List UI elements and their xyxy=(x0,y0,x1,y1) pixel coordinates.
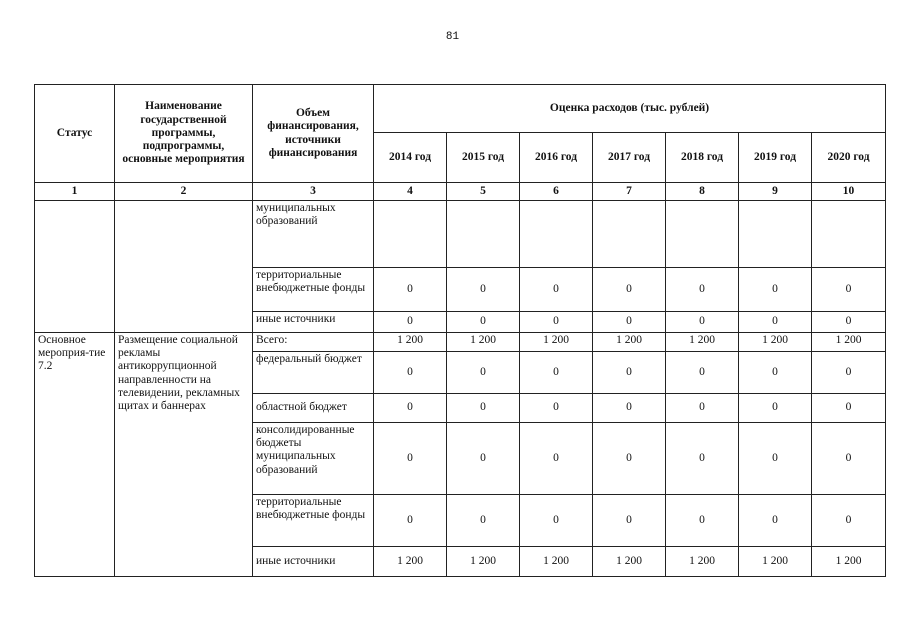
value-cell: 0 xyxy=(739,495,812,547)
value-cell: 0 xyxy=(447,495,520,547)
header-year: 2018 год xyxy=(666,133,739,183)
value-cell xyxy=(812,201,886,268)
value-cell: 1 200 xyxy=(447,333,520,352)
column-number: 3 xyxy=(253,183,374,201)
column-number-row xyxy=(35,183,886,201)
header-name: Наименование государственной программы, подпрограммы, основные мероприятия xyxy=(115,85,253,183)
source-cell: областной бюджет xyxy=(253,394,374,423)
header-year: 2015 год xyxy=(447,133,520,183)
source-cell: муниципальных образований xyxy=(253,201,374,268)
table-row xyxy=(35,201,886,268)
value-cell: 0 xyxy=(447,268,520,312)
value-cell: 0 xyxy=(520,423,593,495)
value-cell: 0 xyxy=(812,423,886,495)
value-cell xyxy=(739,201,812,268)
column-number: 9 xyxy=(739,183,812,201)
value-cell: 0 xyxy=(447,423,520,495)
activity-status-cell: Основное мероприя-тие 7.2 xyxy=(35,333,115,577)
value-cell: 1 200 xyxy=(593,547,666,577)
value-cell: 0 xyxy=(593,394,666,423)
column-number: 10 xyxy=(812,183,886,201)
column-number: 6 xyxy=(520,183,593,201)
value-cell: 0 xyxy=(520,312,593,333)
name-cell-empty xyxy=(115,201,253,333)
value-cell: 1 200 xyxy=(374,547,447,577)
column-number: 1 xyxy=(35,183,115,201)
value-cell xyxy=(666,201,739,268)
column-number: 7 xyxy=(593,183,666,201)
value-cell: 0 xyxy=(812,312,886,333)
value-cell: 0 xyxy=(593,312,666,333)
value-cell: 0 xyxy=(739,268,812,312)
value-cell: 0 xyxy=(447,394,520,423)
value-cell: 0 xyxy=(374,268,447,312)
value-cell: 0 xyxy=(666,394,739,423)
header-year: 2020 год xyxy=(812,133,886,183)
value-cell: 1 200 xyxy=(812,333,886,352)
value-cell: 0 xyxy=(374,312,447,333)
source-cell: иные источники xyxy=(253,312,374,333)
value-cell: 0 xyxy=(593,423,666,495)
value-cell: 0 xyxy=(374,352,447,394)
header-volume: Объем финансирования, источники финансирования xyxy=(253,85,374,183)
value-cell xyxy=(374,201,447,268)
value-cell: 0 xyxy=(739,352,812,394)
column-number: 8 xyxy=(666,183,739,201)
value-cell: 0 xyxy=(812,495,886,547)
column-number: 2 xyxy=(115,183,253,201)
value-cell xyxy=(520,201,593,268)
value-cell: 1 200 xyxy=(593,333,666,352)
source-cell: территориальные внебюджетные фонды xyxy=(253,495,374,547)
value-cell: 0 xyxy=(520,394,593,423)
source-cell: иные источники xyxy=(253,547,374,577)
status-cell-empty xyxy=(35,201,115,333)
value-cell: 0 xyxy=(666,268,739,312)
page-number: 81 xyxy=(445,31,460,43)
value-cell: 0 xyxy=(812,394,886,423)
source-cell: Всего: xyxy=(253,333,374,352)
source-cell: консолидированные бюджеты муниципальных образований xyxy=(253,423,374,495)
header-row-1 xyxy=(35,85,886,133)
value-cell xyxy=(593,201,666,268)
value-cell: 1 200 xyxy=(739,547,812,577)
value-cell xyxy=(447,201,520,268)
value-cell: 0 xyxy=(666,423,739,495)
value-cell: 0 xyxy=(666,495,739,547)
value-cell: 0 xyxy=(374,394,447,423)
value-cell: 0 xyxy=(374,495,447,547)
value-cell: 0 xyxy=(520,495,593,547)
value-cell: 0 xyxy=(520,352,593,394)
value-cell: 0 xyxy=(593,268,666,312)
header-estimate: Оценка расходов (тыс. рублей) xyxy=(374,85,886,133)
value-cell: 0 xyxy=(593,495,666,547)
value-cell: 0 xyxy=(666,312,739,333)
value-cell: 0 xyxy=(812,352,886,394)
value-cell: 1 200 xyxy=(447,547,520,577)
value-cell: 1 200 xyxy=(739,333,812,352)
header-year: 2014 год xyxy=(374,133,447,183)
source-cell: федеральный бюджет xyxy=(253,352,374,394)
header-year: 2016 год xyxy=(520,133,593,183)
value-cell: 1 200 xyxy=(520,333,593,352)
source-cell: территориальные внебюджетные фонды xyxy=(253,268,374,312)
value-cell: 0 xyxy=(739,394,812,423)
value-cell: 1 200 xyxy=(666,333,739,352)
value-cell: 0 xyxy=(447,312,520,333)
value-cell: 0 xyxy=(739,312,812,333)
table-row xyxy=(35,333,886,352)
value-cell: 0 xyxy=(812,268,886,312)
header-status: Статус xyxy=(35,85,115,183)
value-cell: 1 200 xyxy=(520,547,593,577)
activity-name-cell: Размещение социальной рекламы антикоррупционной направленности на телевидении, рекламных щитах и баннерах xyxy=(115,333,253,577)
header-year: 2019 год xyxy=(739,133,812,183)
value-cell: 0 xyxy=(666,352,739,394)
budget-table xyxy=(34,84,886,577)
value-cell: 0 xyxy=(447,352,520,394)
value-cell: 1 200 xyxy=(666,547,739,577)
value-cell: 0 xyxy=(520,268,593,312)
column-number: 5 xyxy=(447,183,520,201)
value-cell: 0 xyxy=(739,423,812,495)
value-cell: 0 xyxy=(593,352,666,394)
header-year: 2017 год xyxy=(593,133,666,183)
value-cell: 1 200 xyxy=(812,547,886,577)
column-number: 4 xyxy=(374,183,447,201)
value-cell: 0 xyxy=(374,423,447,495)
value-cell: 1 200 xyxy=(374,333,447,352)
